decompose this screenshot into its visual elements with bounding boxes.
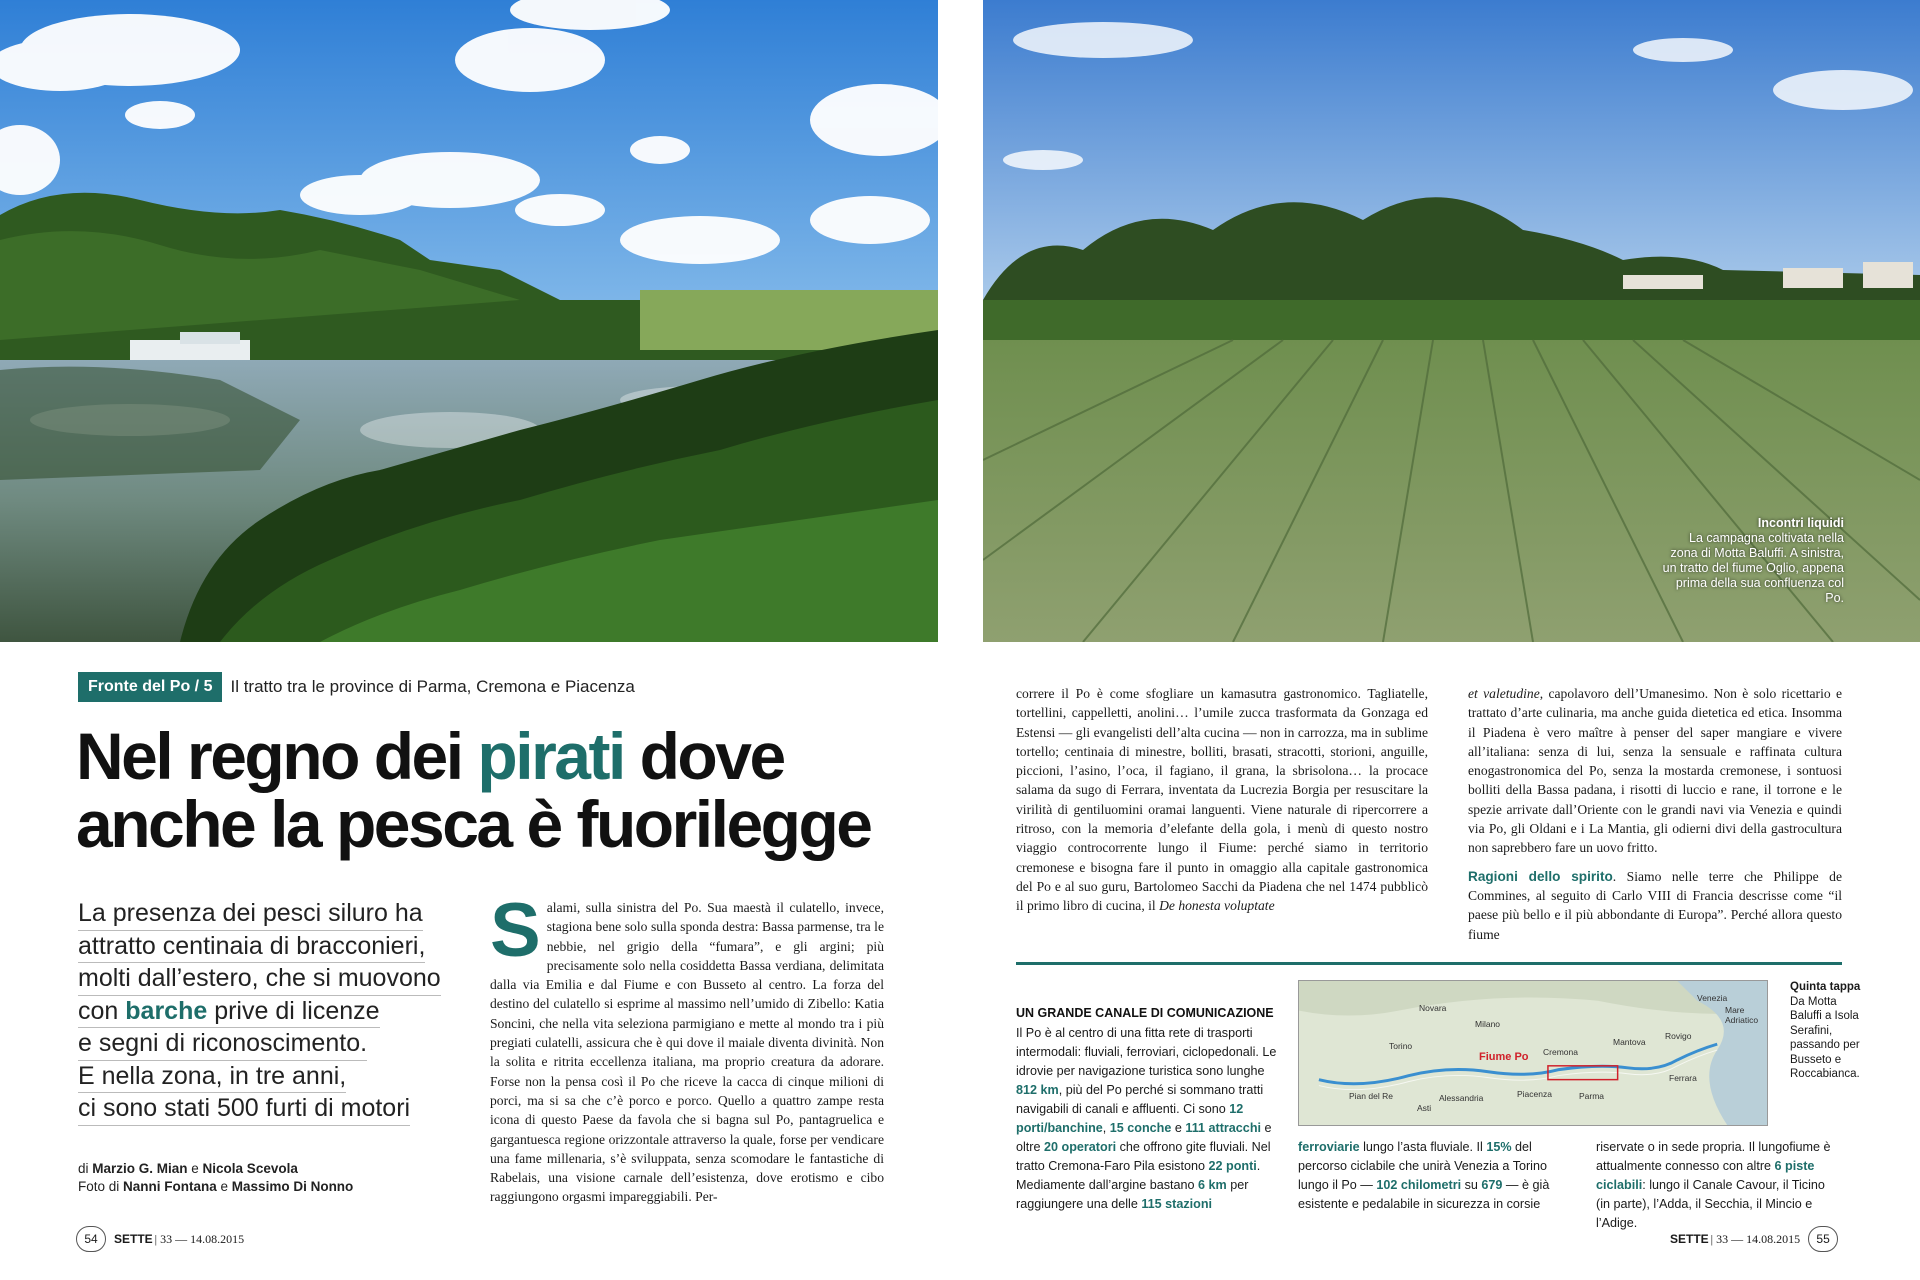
folio-right [1670,1226,1838,1252]
box-column-1 [1016,1024,1284,1214]
box-text: su [1461,1178,1482,1192]
body-column-1 [490,888,884,1207]
body-text: . Siamo nelle terre che Philippe de Commines, al seguito di Carlo VIII di Francia descrisse come “il paese più bello e il più abbondante di Europa”. Perché allora questo fiume [1468,868,1842,942]
box-number: 679 [1481,1178,1503,1192]
box-number: 22 ponti [1208,1159,1257,1173]
deck-line: La presenza dei pesci siluro ha [78,898,423,931]
map-label: Piacenza [1517,1089,1552,1099]
box-number: 15% [1486,1140,1512,1154]
book-title: De honesta voluptate [1159,898,1275,914]
box-number: 15 conche [1109,1121,1172,1135]
map-label: Venezia [1697,993,1728,1003]
map-label: Mare Adriatico [1725,1005,1759,1025]
box-column-3 [1596,1138,1842,1233]
deck-text: prive di licenze [207,996,380,1025]
headline-part2: dove anche la pesca è fuorilegge [76,719,871,861]
photographer-name: Massimo Di Nonno [231,1179,354,1194]
box-number: 111 attracchi [1185,1121,1262,1135]
map-label: Rovigo [1665,1031,1692,1041]
map-label: Torino [1389,1041,1413,1051]
drop-cap: S [490,888,541,973]
headline-highlight: pirati [477,719,624,793]
map-label: Alessandria [1439,1093,1484,1103]
headline [76,719,956,861]
river-photo [0,0,938,642]
deck-line: attratto centinaia di bracconieri, [78,931,425,964]
map-label: Milano [1475,1019,1501,1029]
deck-highlight: barche [125,996,208,1025]
body-paragraph [1468,867,1842,944]
byline-text: di [78,1161,93,1176]
issue-info: | 33 — 14.08.2015 [154,1231,245,1246]
author-name: Nicola Scevola [202,1161,298,1176]
map-label: Mantova [1613,1037,1646,1047]
box-text: Il Po è al centro di una fitta rete di trasporti intermodali: fluviali, ferroviari, ciclopedonali. Le idrovie per navigazione turistica sono lunghe [1016,1026,1277,1078]
map-label: Novara [1419,1003,1447,1013]
page-number: 55 [1808,1226,1838,1252]
body-text: alami, sulla sinistra del Po. Sua maestà il culatello, invece, stagiona bene solo sulla sponda destra: Bassa parmense, tra le nebbie, nel grigio della “fumara”, e gli argini; più precisamente solo nella cosiddetta Bassa verdiana, delimitata dalla via Emilia e dal Fiume e con Busseto al centro. La forza del destino del culatello si esprime al massimo nell’umido di Zibello: Katia Soncini, che nella vita seleziona parmigiano e mette al mondo tra i più pregiati culatelli, assicura che è qui dove il maiale diventa divinità. Non la solita e ritrita eccellenza italiana, ma proprio creatura da adorare. Forse non la pensa così il Po che riceve la cacca di cinque milioni di porci, ma si sa che c’è porco e porco. Quello a quattro zampe resta icona di questo Paese da favola che si bagna sul Po, pantagruelica e gargantuesca regione orizzontale attraverso la quale, forse per vendicare una fame millenaria, s’è sviluppata, senza scomodare le fantastiche di Rabelais, una visione carnale dell’esistenza, dove erotismo e cibo raggiungono orgasmi impareggiabili. Per- [490,900,884,1205]
box-text: : lungo il Canale Cavour, il Ticino (in parte), l’Adda, il Secchia, il Mincio e l’Adige. [1596,1178,1825,1230]
box-number: 6 km [1198,1178,1227,1192]
body-column-3 [1468,684,1842,944]
body-text: , capolavoro dell’Umanesimo. Non è solo ricettario e trattato d’arte culinaria, ma anche guida dietetica ed etica. Insomma il Piadena è vero maître à penser del saper mangiare e vivere all’italiana: senza di lui, senza la sensuale e raffinata cultura enogastronomica del Po, senza la mostarda cremonese, i sontuosi bolliti della Bassa padana, i risotti di luccio e rane, il torrone e le spezie arrivate dall’Oriente con le grandi navi via Venezia e quindi via Po, gli Oldani e i La Mantia, gli odierni divi della gastrocultura non saprebbero fare un uovo fritto. [1468,686,1843,856]
series-tag: Fronte del Po / 5 [78,672,222,702]
photo-caption [1660,516,1844,606]
box-text: — è già esistente e pedalabile in sicurezza in corsie [1298,1178,1550,1211]
box-number: 115 stazioni [1141,1197,1213,1211]
box-text: che offrono gite fluviali. Nel tratto Cremona-Faro Pila esistono [1016,1140,1271,1173]
kicker-text: Il tratto tra le province di Parma, Cremona e Piacenza [230,677,635,696]
map-label: Asti [1417,1103,1432,1113]
byline-authors [78,1160,353,1178]
photographer-name: Nanni Fontana [123,1179,217,1194]
author-name: Marzio G. Mian [92,1161,188,1176]
box-text: del percorso ciclabile che unirà Venezia a Torino lungo il Po — [1298,1140,1547,1192]
magazine-name: SETTE [114,1232,153,1246]
body-column-2 [1016,684,1428,916]
box-column-2 [1298,1138,1550,1214]
page-number: 54 [76,1226,106,1252]
byline-text: Foto di [78,1179,124,1194]
box-number: ferroviarie [1298,1140,1360,1154]
deck-line: molti dall’estero, che si muovono [78,963,441,996]
byline [78,1160,353,1196]
box-text: , più del Po perché si sommano tratti navigabili di canali e affluenti. Ci sono [1016,1083,1264,1116]
caption-text: La campagna coltivata nella zona di Motta Baluffi. A sinistra, un tratto del fiume Oglio, appena prima della sua confluenza col Po. [1662,531,1844,605]
book-title: et valetudine [1468,686,1540,701]
body-text: correre il Po è come sfogliare un kamasutra gastronomico. Tagliatelle, tortellini, cappelletti, anolini… l’umile zucca trasformata da Gonzaga ed Estensi — gli evangelisti dell’alta cucina — non in carrozza, ma in sublime tortello; centinaia di minestre, bolliti, brasati, stracotti, storioni, anguille, piccioni, l’asino, l’oca, il fagiano, il grana, la sbrisolona… la procace salama da sugo di Ferrara, inventata da Lucrezia Borgia per resuscitare la virilità di gentiluomini oramai languenti. Viene naturale di ripercorrere a ritroso, con la memoria d’elefante della gola, i menù di questo nostro viaggio controcorrente lungo il Fiume: perché siamo in territorio cremonese e bisogna fare il punto in omaggio alla capitale gastronomica del Po e al suo guru, Bartolomeo Sacchi da Piadena che nel 1474 pubblicò il primo libro di cucina, il [1016,686,1428,914]
box-text: lungo l’asta fluviale. Il [1359,1140,1487,1154]
box-number: 812 km [1016,1083,1059,1097]
deck-line: E nella zona, in tre anni, [78,1061,346,1094]
deck-line [78,996,380,1029]
deck-text: con [78,996,126,1025]
box-text: riservate o in sede propria. Il lungofiume è attualmente connesso con altre [1596,1140,1831,1173]
deck-line: ci sono stati 500 furti di motori [78,1093,410,1126]
box-rule [1016,962,1842,965]
box-text: per raggiungere una delle [1016,1178,1249,1211]
box-number: 6 piste ciclabili [1596,1159,1815,1192]
map-label-fiume: Fiume Po [1479,1051,1529,1063]
map-note-title: Quinta tappa [1790,981,1861,993]
box-text: . Mediamente dall’argine bastano [1016,1159,1261,1192]
byline-text: e [216,1179,232,1194]
po-river-map [1298,980,1768,1126]
box-title: UN GRANDE CANALE DI COMUNICAZIONE [1016,1006,1274,1020]
map-label: Cremona [1543,1047,1578,1057]
caption-title: Incontri liquidi [1757,516,1844,530]
issue-info: | 33 — 14.08.2015 [1710,1231,1801,1246]
box-text: e oltre [1016,1121,1272,1154]
magazine-name: SETTE [1670,1232,1709,1246]
paragraph-lead: Ragioni dello spirito [1468,868,1613,884]
deck-line: e segni di riconoscimento. [78,1028,367,1061]
box-number: 20 operatori [1044,1140,1117,1154]
byline-photos [78,1178,353,1196]
map-label: Ferrara [1669,1073,1697,1083]
kicker [78,672,635,702]
map-note [1790,980,1870,1082]
box-text: e [1171,1121,1186,1135]
folio-left [76,1226,244,1252]
deck [78,898,458,1126]
map-label: Pian del Re [1349,1091,1393,1101]
box-number: 12 porti/banchine [1016,1102,1244,1135]
box-text: , [1102,1121,1110,1135]
headline-part1: Nel regno dei [76,719,478,793]
map-label: Parma [1579,1091,1605,1101]
byline-text: e [187,1161,203,1176]
box-number: 102 chilometri [1376,1178,1462,1192]
map-note-text: Da Motta Baluffi a Isola Serafini, passando per Busseto e Roccabianca. [1790,995,1860,1080]
